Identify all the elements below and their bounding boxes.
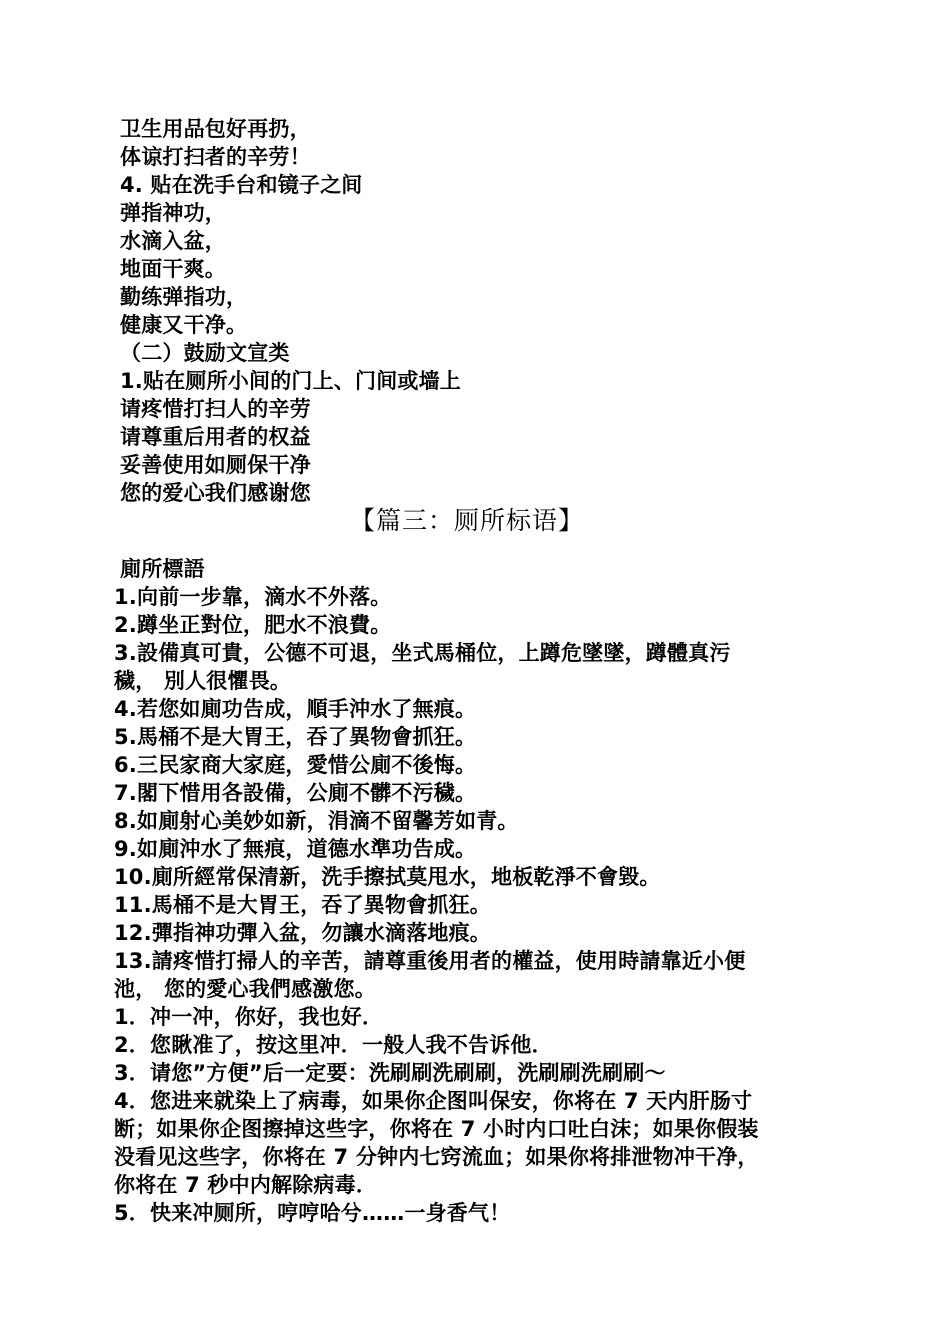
subsection-heading: （二）鼓励文宣类 (120, 341, 290, 365)
list-item: 7.閣下惜用各設備，公廁不髒不污穢。 (114, 781, 477, 805)
text-line: 1.贴在厕所小间的门上、门间或墙上 (120, 369, 461, 393)
list-item-continued: 没看见这些字，你将在 7 分钟内七窍流血；如果你将排泄物冲干净， (114, 1145, 759, 1169)
list-item: 13.請疼惜打掃人的辛苦，請尊重後用者的權益，使用時請靠近小便 (114, 949, 746, 973)
list-item-continued: 你将在 7 秒中内解除病毒． (114, 1173, 378, 1197)
list-item: 11.馬桶不是大胃王，吞了異物會抓狂。 (114, 893, 491, 917)
text-line: 健康又干净。 (120, 313, 248, 337)
list-item: 4．您进来就染上了病毒，如果你企图叫保安，你将在 7 天内肝肠寸 (114, 1089, 753, 1113)
list-item: 9.如廁沖水了無痕，道德水準功告成。 (114, 837, 477, 861)
text-line: 弹指神功， (120, 201, 226, 225)
list-item: 2．您瞅准了，按这里冲．一般人我不告诉他． (114, 1033, 553, 1057)
list-item-continued: 穢， 別人很懼畏。 (114, 669, 292, 693)
list-item: 4.若您如廁功告成，順手沖水了無痕。 (114, 697, 477, 721)
chapter-heading: 【篇三：厕所标语】 (350, 506, 585, 535)
list-item: 2.蹲坐正對位，肥水不浪費。 (114, 613, 392, 637)
list-item: 5.馬桶不是大胃王，吞了異物會抓狂。 (114, 725, 477, 749)
text-line: 地面干爽。 (120, 257, 226, 281)
text-line: 卫生用品包好再扔， (120, 117, 311, 141)
list-item: 8.如廁射心美妙如新，涓滴不留馨芳如青。 (114, 809, 519, 833)
text-line: 勤练弹指功， (120, 285, 248, 309)
text-line: 您的爱心我们感谢您 (120, 481, 311, 505)
list-item: 10.廁所經常保清新，洗手擦拭莫甩水，地板乾淨不會毀。 (114, 865, 661, 889)
list-item: 5．快来冲厕所，哼哼哈兮……一身香气！ (114, 1201, 511, 1225)
list-item: 3.設備真可貴，公德不可退，坐式馬桶位，上蹲危墜墜，蹲體真污 (114, 641, 731, 665)
list-item: 1.向前一步靠，滴水不外落。 (114, 585, 392, 609)
text-line: 体谅打扫者的辛劳！ (120, 145, 311, 169)
text-line: 妥善使用如厕保干净 (120, 453, 311, 477)
section-title: 廁所標語 (120, 557, 205, 581)
list-item: 6.三民家商大家庭，愛惜公廁不後悔。 (114, 753, 477, 777)
text-line: 请疼惜打扫人的辛劳 (120, 397, 311, 421)
list-item: 3．请您”方便”后一定要：洗刷刷洗刷刷，洗刷刷洗刷刷～ (114, 1061, 666, 1085)
list-item: 12.彈指神功彈入盆，勿讓水滴落地痕。 (114, 921, 491, 945)
text-line: 请尊重后用者的权益 (120, 425, 311, 449)
list-item-continued: 断；如果你企图擦掉这些字，你将在 7 小时内口吐白沫；如果你假装 (114, 1117, 759, 1141)
text-line: 4. 贴在洗手台和镜子之间 (120, 173, 363, 197)
list-item-continued: 池， 您的愛心我們感激您。 (114, 977, 376, 1001)
list-item: 1．冲一冲，你好，我也好． (114, 1005, 384, 1029)
text-line: 水滴入盆， (120, 229, 226, 253)
